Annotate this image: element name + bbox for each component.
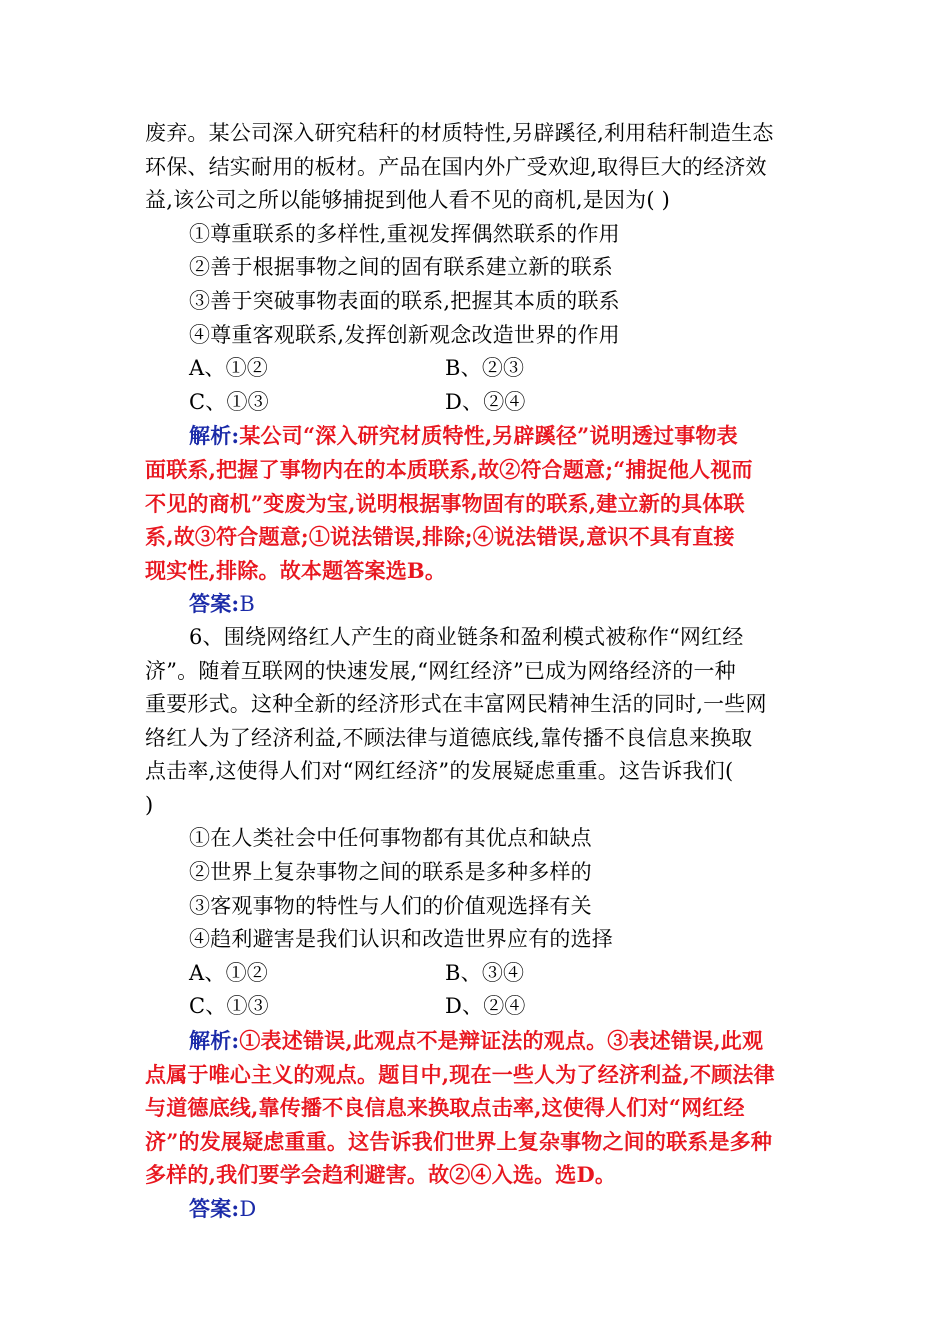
q6-analysis-line: 多样的,我们要学会趋利避害。故②④入选。选D。 [145,1162,617,1188]
q5-option-d: D、②④ [445,389,526,414]
q5-analysis-line: 系,故③符合题意;①说法错误,排除;④说法错误,意识不具有直接 [145,524,735,550]
q5-option-b: B、②③ [445,356,525,381]
q5-options-row-1 [145,352,810,386]
q5-option-c: C、①③ [189,389,269,414]
q5-statement-4: ④尊重客观联系,发挥创新观念改造世界的作用 [189,322,620,347]
q6-statement-1: ①在人类社会中任何事物都有其优点和缺点 [189,826,592,851]
q5-statement-3: ③善于突破事物表面的联系,把握其本质的联系 [189,288,620,313]
q6-option-b: B、③④ [445,960,525,985]
q6-analysis-line [145,1024,810,1058]
q5-analysis-line [145,419,810,453]
q5-analysis-line: 现实性,排除。故本题答案选B。 [145,557,447,583]
q6-option-a: A、①② [189,960,268,985]
q6-stem-line: 6、围绕网络红人产生的商业链条和盈利模式被称作“网红经 [189,624,744,649]
q6-stem-line: 络红人为了经济利益,不顾法律与道德底线,靠传播不良信息来换取 [145,725,753,750]
q5-option-a: A、①② [189,356,268,381]
q6-options-row-1 [145,957,810,991]
q5-statement-1: ①尊重联系的多样性,重视发挥偶然联系的作用 [189,221,620,246]
q6-analysis-line: 点属于唯心主义的观点。题目中,现在一些人为了经济利益,不顾法律 [145,1061,775,1087]
q6-analysis-label: 解析: [189,1028,240,1054]
q5-analysis-text: 某公司“深入研究材质特性,另辟蹊径”说明透过事物表 [239,423,738,449]
q6-stem-line: 济”。随着互联网的快速发展,“网红经济”已成为网络经济的一种 [145,658,736,683]
q6-option-d: D、②④ [445,994,526,1019]
q6-analysis-line: 济”的发展疑虑重重。这告诉我们世界上复杂事物之间的联系是多种 [145,1128,773,1154]
q6-stem-line: ) [145,792,154,817]
q6-answer-value: D [239,1197,257,1221]
q5-analysis-line: 面联系,把握了事物内在的本质联系,故②符合题意;“捕捉他人视而 [145,456,753,482]
q5-answer-label: 答案: [189,591,240,617]
q6-answer-label: 答案: [189,1196,240,1221]
q5-stem-line: 废弃。某公司深入研究秸秆的材质特性,另辟蹊径,利用秸秆制造生态 [145,121,774,145]
q5-answer-value: B [239,592,255,617]
q5-statement-2: ②善于根据事物之间的固有联系建立新的联系 [189,255,613,280]
q6-statement-3: ③客观事物的特性与人们的价值观选择有关 [189,893,592,918]
q6-analysis-text: ①表述错误,此观点不是辩证法的观点。③表述错误,此观 [239,1028,764,1054]
q5-analysis-label: 解析: [189,423,240,449]
q5-analysis-line: 不见的商机”变废为宝,说明根据事物固有的联系,建立新的具体联 [145,490,745,516]
q5-stem-line: 环保、结实耐用的板材。产品在国内外广受欢迎,取得巨大的经济效 [145,154,767,179]
document-page [145,117,810,1226]
q5-stem-line: 益,该公司之所以能够捕捉到他人看不见的商机,是因为( ) [145,188,671,213]
q5-options-row-2 [145,386,810,420]
q6-options-row-2 [145,990,810,1024]
q5-answer [145,587,810,621]
q6-option-c: C、①③ [189,994,269,1019]
q6-stem-line: 点击率,这使得人们对“网红经济”的发展疑虑重重。这告诉我们( [145,759,734,784]
q6-stem-line: 重要形式。这种全新的经济形式在丰富网民精神生活的同时,一些网 [145,692,767,717]
q6-statement-4: ④趋利避害是我们认识和改造世界应有的选择 [189,927,613,952]
q6-answer [145,1192,810,1226]
q6-statement-2: ②世界上复杂事物之间的联系是多种多样的 [189,860,592,885]
q6-analysis-line: 与道德底线,靠传播不良信息来换取点击率,这使得人们对“网红经 [145,1095,745,1121]
